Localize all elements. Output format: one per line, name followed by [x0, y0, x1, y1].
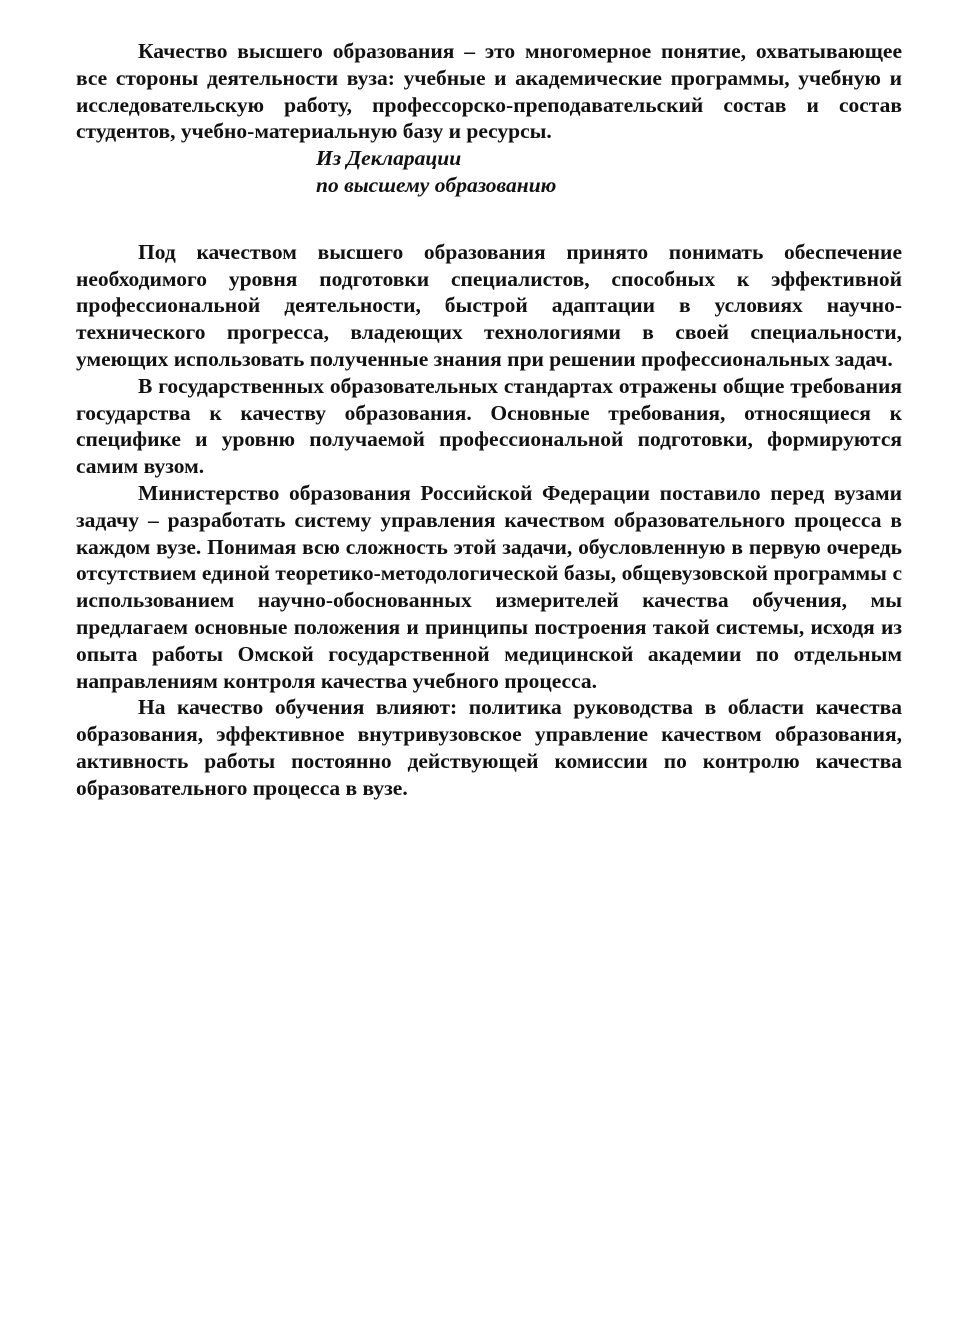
epigraph-source-line-1: Из Декларации	[316, 146, 462, 171]
body-paragraph-2: В государственных образовательных стандартах отражены общие требования государства к качеству образования. Основные требования, относящиеся к специфике и уровню получаемой профессиональной подготовки, формируются самим вузом.	[76, 373, 902, 479]
body-paragraph-1: Под качеством высшего образования принято понимать обеспечение необходимого уровня подготовки специалистов, способных к эффективной профессиональной деятельности, быстрой адаптации в условиях научно-технического прогресса, владеющих технологиями в своей специальности, умеющих использовать полученные знания при решении профессиональных задач.	[76, 239, 902, 371]
document-page	[76, 38, 902, 802]
body-paragraph-4: На качество обучения влияют: политика руководства в области качества образования, эффективное внутривузовское управление качеством образования, активность работы постоянно действующей комиссии по контролю качества образовательного процесса в вузе.	[76, 695, 902, 800]
section-gap	[76, 199, 902, 239]
epigraph-text: Качество высшего образования – это многомерное понятие, охватывающее все стороны деятельности вуза: учебные и академические программы, учебную и исследовательскую работу, профессорско-преподавательский состав и состав студентов, учебно-материальную базу и ресурсы.	[76, 39, 902, 144]
body-paragraph-3: Министерство образования Российской Федерации поставило перед вузами задачу – разработать систему управления качеством образовательного процесса в каждом вузе. Понимая всю сложность этой задачи, обусловленную в первую очередь отсутствием единой теоретико-методологической базы, общевузовской программы с использованием научно-обоснованных измерителей качества обучения, мы предлагаем основные положения и принципы построения такой системы, исходя из опыта работы Омской государственной медицинской академии по отдельным направлениям контроля качества учебного процесса.	[76, 480, 902, 693]
epigraph-source-line-2: по высшему образованию	[316, 172, 557, 197]
